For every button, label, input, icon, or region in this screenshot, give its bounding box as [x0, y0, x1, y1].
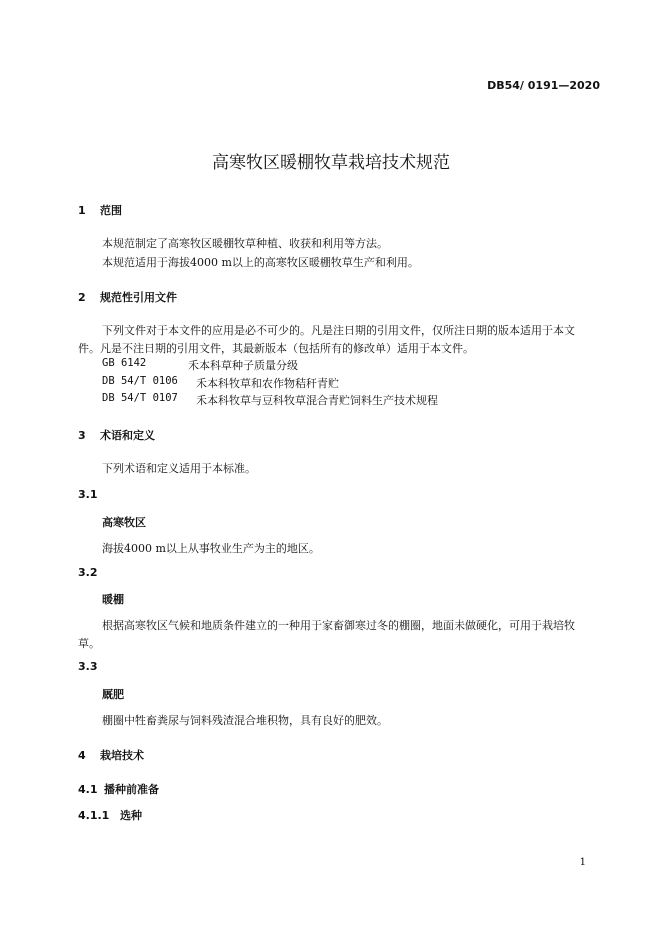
subsection-title: 选种	[120, 809, 142, 822]
section-title: 规范性引用文件	[100, 291, 177, 304]
term-name: 厩肥	[102, 688, 124, 701]
reference-title: 禾本科草种子质量分级	[188, 359, 298, 372]
subsection-heading	[78, 781, 159, 797]
reference-title: 禾本科牧草和农作物秸秆青贮	[196, 377, 339, 390]
section-title: 范围	[100, 204, 122, 217]
term-definition: 海拔4000 m以上从事牧业生产为主的地区。	[102, 542, 320, 555]
term-definition: 根据高寒牧区气候和地质条件建立的一种用于家畜御寒过冬的棚圈，地面未做硬化，可用于栽培牧	[102, 619, 575, 632]
section-2-para-line-1: 下列文件对于本文件的应用是必不可少的。凡是注日期的引用文件，仅所注日期的版本适用于本文	[102, 324, 575, 337]
section-1-heading	[78, 202, 122, 218]
section-2-heading	[78, 289, 177, 305]
term-number: 3.1	[78, 488, 98, 501]
section-number: 1	[78, 204, 86, 217]
subsection-title: 播种前准备	[104, 783, 159, 796]
term-number: 3.3	[78, 660, 98, 673]
section-3-heading	[78, 427, 155, 443]
reference-code: DB 54/T 0106	[102, 375, 178, 387]
reference-title: 禾本科牧草与豆科牧草混合青贮饲料生产技术规程	[196, 394, 438, 407]
section-title: 术语和定义	[100, 429, 155, 442]
section-title: 栽培技术	[100, 749, 144, 762]
reference-code: DB 54/T 0107	[102, 392, 178, 404]
subsection-number: 4.1.1	[78, 809, 110, 822]
term-definition-continued: 草。	[78, 637, 100, 650]
page-number: 1	[579, 857, 586, 868]
section-2-para-line-2: 件。凡是不注日期的引用文件，其最新版本（包括所有的修改单）适用于本文件。	[78, 342, 474, 355]
standard-number: DB54/ 0191—2020	[487, 79, 600, 92]
term-name: 高寒牧区	[102, 516, 146, 529]
section-number: 3	[78, 429, 86, 442]
section-number: 4	[78, 749, 86, 762]
subsection-number: 4.1	[78, 783, 98, 796]
section-3-intro: 下列术语和定义适用于本标准。	[102, 462, 256, 475]
term-number: 3.2	[78, 566, 98, 579]
section-4-heading	[78, 747, 144, 763]
term-definition: 棚圈中牲畜粪尿与饲料残渣混合堆积物，具有良好的肥效。	[102, 714, 388, 727]
reference-code: GB 6142	[102, 357, 147, 369]
term-name: 暖棚	[102, 593, 124, 606]
section-number: 2	[78, 291, 86, 304]
document-title: 高寒牧区暖棚牧草栽培技术规范	[212, 153, 450, 173]
subsection-heading	[78, 807, 142, 823]
section-1-para-2: 本规范适用于海拔4000 m以上的高寒牧区暖棚牧草生产和利用。	[102, 256, 419, 269]
section-1-para-1: 本规范制定了高寒牧区暖棚牧草种植、收获和利用等方法。	[102, 237, 388, 250]
